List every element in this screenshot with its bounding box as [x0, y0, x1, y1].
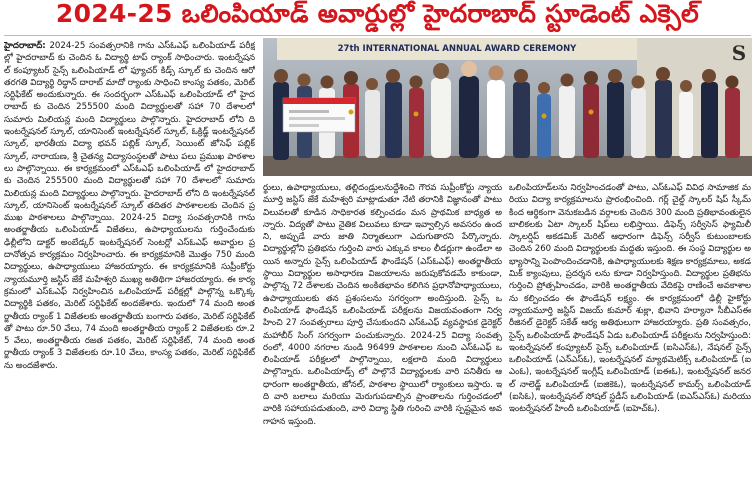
body-text: ఒలింపియాడ్‌లను నిర్వహించడంతో పాటు, ఎస్‌ఓఎఫ్ వివిధ సామాజిక మరియు విద్యా కార్యక్రమాలను ప్రారంభించింది. గర్ల్ చైల్డ్ స్కాలర్ షిప్ స్కీమ్ కింద ఆర్థికంగా వెనుకబడిన వర్గాలకు చెందిన 300 మంది ప్రతిభావంతులైన బాలికలకు ఏటా స్కాలర్ షిప్‌లు లభిస్తాయి. డిఫెన్స్ సర్వీసెస్ ఫ్యామిలీ స్కాలర్షిప్ అకడమిక్ మెరిట్ ఆధారంగా డిఫెన్స్ సర్వీస్ కుటుంబాలకు చెందిన 260 మంది విద్యార్థులకు మద్దతు ఇస్తుంది. ఈ సంస్థ విద్యార్థుల అభ్యాసాన్ని పెంపొందించడానికి, ఉపాధ్యాయులకు శిక్షణ కార్యక్రమాలు, అకడమిక్ క్యాంపులు, ప్రదర్శన లను కూడా నిర్వహిస్తుంది. విద్యార్థుల ప్రతిభను గుర్తించి ప్రోత్సహించడం, వారికి అంతర్జాతీయ వేదికపై రాణించే అవకాశాలను కల్పించడం ఈ ఫౌండేషన్ లక్ష్యం. ఈ కార్యక్రమంలో ఢిల్లీ హైకోర్టు న్యాయమూర్తి జస్టిస్ విజయ్ కుమార్ శుక్లా, భివాని హర్యానా సీబీఎస్‌ఈ రీజినల్ డైరెక్టర్ సకేత్ ఆర్య అతిథులుగా హాజరయ్యారు. ప్రతి సంవత్సరం, సైన్స్ ఒలింపియాడ్ ఫౌండేషన్ ఏడు ఒలింపియాడ్ పరీక్షలను నిర్వహిస్తుంది: ఇంటర్నేషనల్ కంప్యూటర్ సైన్స్ ఒలింపియాడ్ (ఐసిఎస్‌ఓ), నేషనల్ సైన్స్ ఒలింపియాడ్ (ఎన్‌ఎస్‌ఓ), ఇంటర్నేషనల్ మ్యాథమెటిక్స్ ఒలింపియాడ్ (ఐఎంఓ), ఇంటర్నేషనల్ ఇంగ్లీష్ ఒలింపియాడ్ (ఐఈఓ), ఇంటర్నేషనల్ జనరల్ నాలెడ్జ్ ఒలింపియాడ్ (ఐజికెఓ), ఇంటర్నేషనల్ కామర్స్ ఒలింపియాడ్ (ఐసిఓ), ఇంటర్నేషనల్ సోషల్ స్టడీస్ ఒలింపియాడ్ (ఐఎస్‌ఎస్‌ఓ) మరియు ఇంటర్నేషనల్ హిందీ ఒలింపియాడ్ (ఐహెచ్‌ఓ). — [509, 183, 751, 415]
body-text: 2024-25 సంవత్సరానికి గాను ఎస్‌ఓఎఫ్ ఒలింపియాడ్ పరీక్షల్లో హైదరాబాద్ కు చెందిన ఓ విద్యార్థి టాప్ ర్యాంక్ సాధించారు. ఇంటర్నేషనల్ కంప్యూటర్ సైన్స్ ఒలింపియాడ్ లో ఫ్యూచర్ కిడ్స్ స్కూల్ కు చెందిన ఆరో తరగతి విద్యార్థి రిద్ధాన్ దారాబ్ మాదో ర్యాంకు సాధించి కాంస్య పతకం, మెరిట్ సర్టిఫికేట్ అందుకున్నారు. ఈ సందర్భంగా ఎస్‌ఓఎఫ్ ఒలింపియాడ్ లో హైదరాబాద్ కు చెందిన 255500 మంది విద్యార్థులతో సహా 70 దేశాలలో సుమారు మిలియన్ల మంది విద్యార్థులు పాల్గొన్నారు. హైదరాబాద్ లోని ది ఇంటర్నేషనల్ స్కూల్, యానిసెంట్ ఇంటర్నేషనల్ స్కూల్, ఓక్రిడ్జ్ ఇంటర్నేషనల్ స్కూల్, భారతీయ విద్యా భవన్ పబ్లిక్ స్కూల్, సెయింట్ జోసెఫ్ పబ్లిక్ స్కూల్, నారాయణ, శ్రీ చైతన్య విద్యాసంస్థలతో పాటు పలు ప్రముఖ పాఠశాలలు పాల్గొన్నాయి. ఈ కార్యక్రమంలో ఎస్‌ఓఎఫ్ ఒలింపియాడ్ లో హైదరాబాద్ కు చెందిన 255500 మంది విద్యార్థులతో సహా 70 దేశాలలో సుమారు మిలియన్ల మంది విద్యార్థులు పాల్గొన్నారు. హైదరాబాద్ లోని ది ఇంటర్నేషనల్ స్కూల్, యానిసెంట్ ఇంటర్నేషనల్ స్కూల్ తదితర పాఠశాలలకు చెందిన ప్రముఖ పాఠశాలలు పాల్గొన్నాయి. 2024-25 విద్యా సంవత్సరానికి గాను అంతర్జాతీయ ఒలింపియాడ్ విజేతలు, ఉపాధ్యాయులను గుర్తించేందుకు ఢిల్లీలోని డాక్టర్ అంబేడ్కర్ ఇంటర్నేషనల్ సెంటర్లో ఎస్‌ఓఎఫ్ అవార్డుల ప్రదానోత్సవ కార్యక్రమం నిర్వహించారు. ఈ కార్యక్రమానికి మొత్తం 750 మంది విద్యార్థులు, ఉపాధ్యాయులు హాజరయ్యారు. ఈ కార్యక్రమానికి సుప్రీంకోర్టు న్యాయమూర్తి జస్టిస్ జేకే మహేశ్వరి ముఖ్య అతిథిగా హాజరయ్యారు. ఈ కార్యక్రమంలో ఎస్‌ఓఎఫ్ నిర్వహించిన ఒలింపియాడ్ పరీక్షల్లో పాల్గొన్న ఒక్కొక్క విద్యార్థికి పతకం, మెరిట్ సర్టిఫికేట్ అందజేశారు. ఇందులో 74 మంది అంతర్జాతీయ ర్యాంక్ 1 విజేతలకు అంతర్జాతీయ బంగారు పతకం, మెరిట్ సర్టిఫికేట్ తో పాటు రూ.50 వేలు, 74 మంది అంతర్జాతీయ ర్యాంక్ 2 విజేతలకు రూ.25 వేలు, అంతర్జాతీయ రజత పతకం, మెరిట్ సర్టిఫికేట్, 74 మంది అంతర్జాతీయ ర్యాంక్ 3 విజేతలకు రూ.10 వేలు, కాంస్య పతకం, మెరిట్ సర్టిఫికేట్ ను అందజేశారు. — [4, 41, 255, 371]
headline-divider — [4, 35, 751, 36]
article-column-2 — [263, 182, 502, 498]
dateline: హైదరాబాద్: — [4, 41, 46, 51]
article-column-1 — [4, 40, 255, 498]
ceremony-photo-art — [263, 38, 752, 176]
side-logo-letter: S — [731, 41, 747, 65]
paragraph — [4, 40, 255, 372]
article-column-3 — [509, 182, 751, 498]
award-ceremony-photo — [263, 38, 752, 176]
ceremony-banner-text: 27th INTERNATIONAL ANNUAL AWARD CEREMONY — [337, 44, 577, 54]
body-text: ర్థులు, ఉపాధ్యాయులు, తల్లిదండ్రులనుద్దేశించి గౌరవ సుప్రీంకోర్టు న్యాయమూర్తి జస్టిస్ జేకే మహేశ్వరి మాట్లాడుతూ నేటి తరానికి విజ్ఞానంతో పాటు విలువలతో కూడిన సాధికారత కల్పించడం మన ప్రాథమిక బాధ్యత అన్నారు. విద్యతో పాటు నైతిక విలువలు కూడా ఇవ్వాల్సిన అవసరం ఉందని, అప్పుడే వారు జాతి నిర్మాతలుగా ఎదుగుతారని పేర్కొన్నారు. విద్యార్థుల్లోని ప్రతిభను గుర్తించి వారు ఎక్కువ కాలం లీడర్లుగా ఉండేలా అయిన అన్నారు సైన్స్ ఒలింపియాడ్ ఫౌండేషన్ (ఎస్‌ఓఎఫ్) అంతర్జాతీయ స్థాయి విద్యార్థుల అసాధారణ విజయాలను జరుపుకోవడమే కాకుండా, పాల్గొన్న 72 దేశాలకు చెందిన అంకితభావం కలిగిన ప్రధానోపాధ్యాయులు, ఉపాధ్యాయులకు తన ప్రశంసలను సగర్వంగా అందిస్తుంది. సైన్స్ ఒలింపియాడ్ ఫౌండేషన్ ఒలింపియాడ్ పరీక్షలను విజయవంతంగా నిర్వహించి 27 సంవత్సరాలు పూర్తి చేసుకుందని ఎస్‌ఓఎఫ్ వ్యవస్థాపక డైరెక్టర్ మహాబీర్ సింగ్ సగర్వంగా పంచుకున్నారు. 2024-25 విద్యా సంవత్సరంలో, 4000 నగరాల నుండి 96499 పాఠశాలల నుంచి ఎస్‌ఓఎఫ్ ఒలింపియాడ్ పరీక్షలలో పాల్గొన్నాయి, లక్షలాది మంది విద్యార్థులు పాల్గొన్నారు. ఒలింపియాడ్స్ లో పాల్గొనే విద్యార్థులకు వారి పనితీరు ఆధారంగా అంతర్జాతీయ, జోనల్, పాఠశాల స్థాయిలో ర్యాంకులు ఇస్తారు. ఇది వారి బలాలు మరియు మెరుగుపడాల్సిన ప్రాంతాలను గుర్తించడంలో వారికి సహాయపడుతుంది, వారి విద్యా స్థితి గురించి వారికి స్పష్టమైన అవగాహన ఇస్తుంది. — [263, 183, 502, 427]
headline: 2024-25 ఒలింపియాడ్ అవార్డుల్లో హైదరాబాద్ స్టూడెంట్ ఎక్సెల్ — [55, 0, 700, 28]
